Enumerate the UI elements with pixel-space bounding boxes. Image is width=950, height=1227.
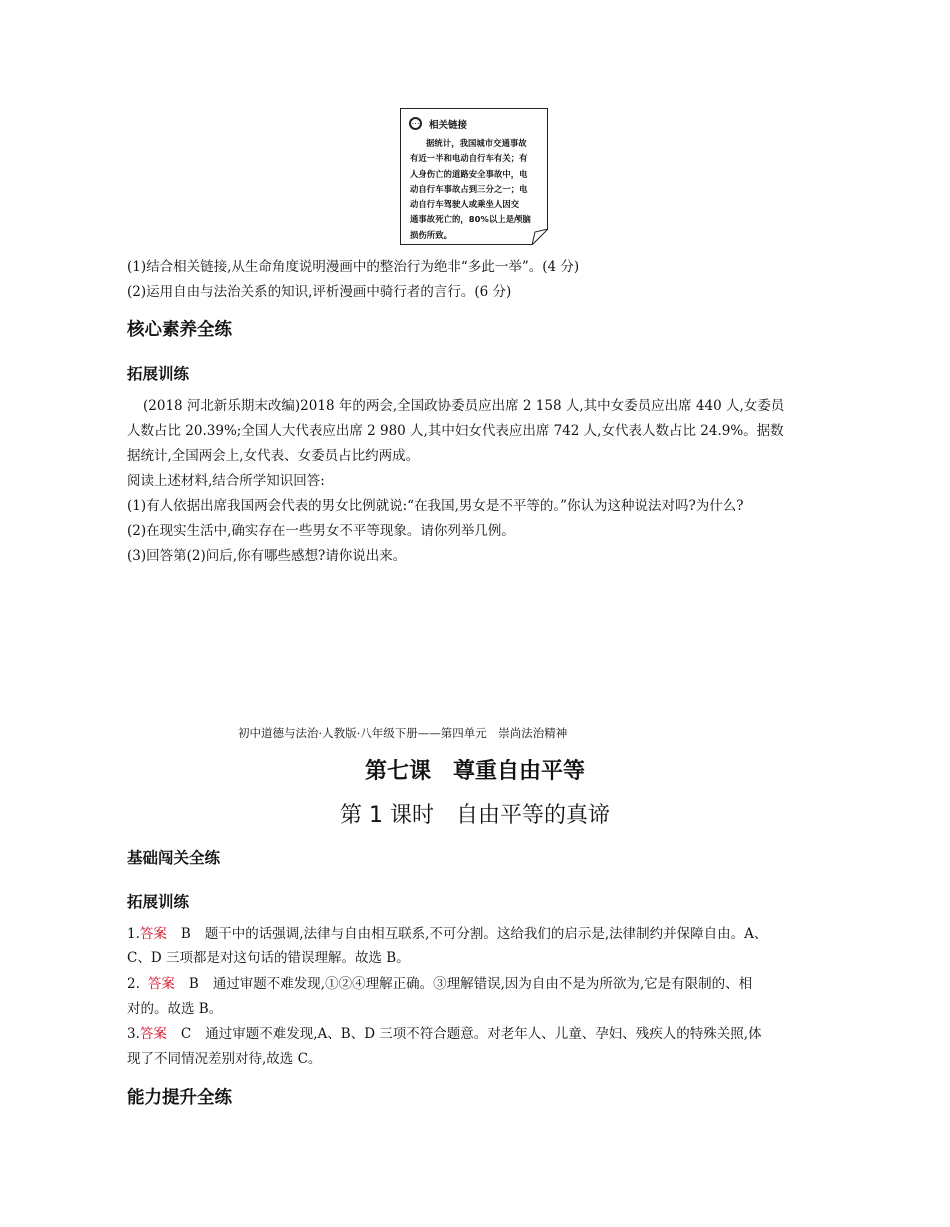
answer-item (127, 975, 752, 994)
answer-number: 3. (127, 1026, 140, 1042)
period-title: 第 1 课时 自由平等的真谛 (340, 803, 610, 828)
instruction-line: 阅读上述材料,结合所学知识回答: (127, 473, 325, 489)
note-line: 据统计，我国城市交通事故 (426, 138, 527, 148)
answer-continuation: 现了不同情况差别对待,故选 C。 (127, 1051, 322, 1067)
material-question-2: (2)在现实生活中,确实存在一些男女不平等现象。请你列举几例。 (127, 523, 515, 539)
section-heading-ability: 能力提升全练 (127, 1088, 232, 1108)
question-1: (1)结合相关链接,从生命角度说明漫画中的整治行为绝非“多此一举”。(4 分) (127, 259, 580, 275)
note-line: 动自行车事故占到三分之一；电 (410, 183, 528, 194)
lesson-title: 第七课 尊重自由平等 (364, 759, 585, 784)
note-line: 有近一半和电动自行车有关；有 (410, 153, 528, 164)
note-body (410, 136, 541, 243)
question-2: (2)运用自由与法治关系的知识,评析漫画中骑行者的言行。(6 分) (127, 284, 512, 300)
answer-explanation: 通过审题不难发现,①②④理解正确。③理解错误,因为自由不是为所欲为,它是有限制的、相 (212, 976, 753, 992)
page-curl-icon (532, 229, 548, 245)
answer-number: 1. (127, 926, 140, 942)
answer-explanation: 题干中的话强调,法律与自由相互联系,不可分割。这给我们的启示是,法律制约并保障自由。A、 (204, 926, 768, 942)
answer-item (127, 1025, 762, 1044)
book-header: 初中道德与法治·人教版·八年级下册——第四单元 崇尚法治精神 (238, 726, 568, 740)
material-question-1: (1)有人依据出席我国两会代表的男女比例就说:“在我国,男女是不平等的。”你认为这种说法对吗?为什么? (127, 498, 744, 514)
material-question-3: (3)回答第(2)问后,你有哪些感想?请你说出来。 (127, 548, 407, 564)
answer-number: 2. (127, 976, 140, 992)
material-line-3: 据统计,全国两会上,女代表、女委员占比约两成。 (127, 448, 420, 464)
answer-continuation: C、D 三项都是对这句话的错误理解。故选 B。 (127, 950, 410, 966)
answer-explanation: 通过审题不难发现,A、B、D 三项不符合题意。对老年人、儿童、孕妇、残疾人的特殊关照,体 (205, 1026, 762, 1042)
answer-label: 答案 (139, 1026, 167, 1042)
note-line: 人身伤亡的道路安全事故中，电 (410, 168, 528, 179)
subheading-extend-training: 拓展训练 (127, 893, 190, 911)
material-line-1: (2018 河北新乐期末改编)2018 年的两会,全国政协委员应出席 2 158 人,其中女委员应出席 440 人,女委员 (143, 398, 785, 414)
answer-letter: B (180, 926, 191, 942)
note-line: 动自行车驾驶人或乘坐人因交 (410, 199, 520, 210)
note-line: 通事故死亡的，80%以上是颅脑 (410, 214, 531, 225)
answer-label: 答案 (139, 926, 167, 942)
material-line-2: 人数占比 20.39%;全国人大代表应出席 2 980 人,其中妇女代表应出席 742 人,女代表人数占比 24.9%。据数 (127, 423, 784, 439)
answer-letter: C (180, 1026, 192, 1042)
answer-letter: B (188, 976, 199, 992)
section-heading-core: 核心素养全练 (127, 320, 232, 340)
related-link-note (400, 108, 548, 245)
section-heading-basic: 基础闯关全练 (127, 849, 221, 867)
subheading-extend-training: 拓展训练 (127, 365, 190, 383)
answer-label: 答案 (147, 976, 175, 992)
answer-item (127, 925, 767, 944)
answer-continuation: 对的。故选 B。 (127, 1001, 223, 1017)
info-circle-icon: ⋯ (409, 117, 422, 130)
note-title: 相关链接 (429, 120, 468, 131)
note-line: 损伤所致。 (410, 229, 452, 240)
